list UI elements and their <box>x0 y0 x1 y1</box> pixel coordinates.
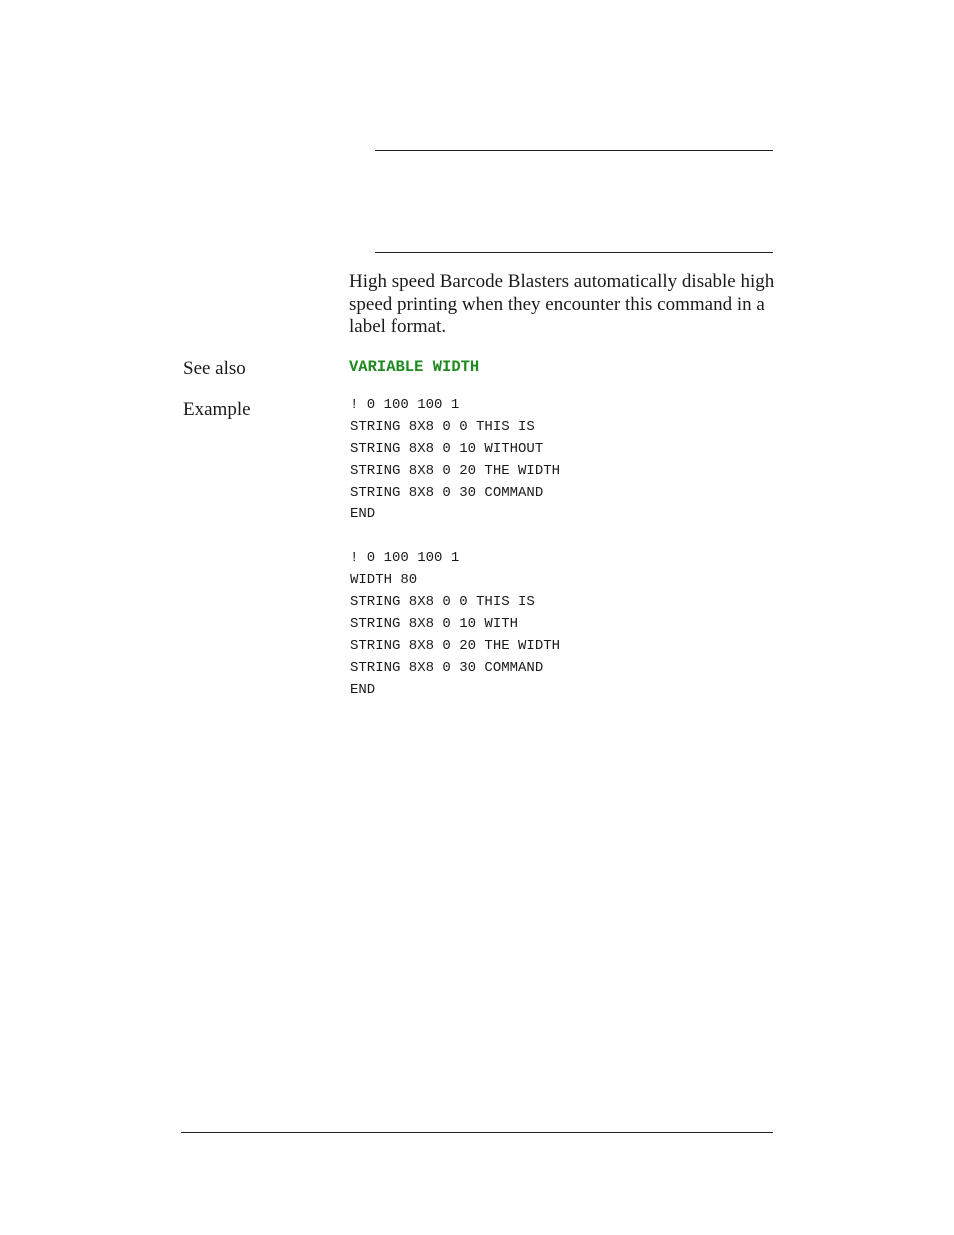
code-line: END <box>350 506 376 523</box>
code-line: STRING 8X8 0 20 THE WIDTH <box>350 462 561 479</box>
top-rule-lower <box>375 252 773 253</box>
see-also-link-variable-width[interactable]: VARIABLE WIDTH <box>349 358 480 376</box>
code-line: STRING 8X8 0 0 THIS IS <box>350 594 535 611</box>
code-line-blank <box>350 526 560 548</box>
code-line: STRING 8X8 0 10 WITH <box>350 615 519 632</box>
top-rule-upper <box>375 150 773 151</box>
see-also-label: See also <box>183 358 246 379</box>
code-line: STRING 8X8 0 10 WITHOUT <box>350 440 544 457</box>
code-line: STRING 8X8 0 20 THE WIDTH <box>350 637 561 654</box>
code-line: STRING 8X8 0 30 COMMAND <box>350 659 544 676</box>
example-label: Example <box>183 399 251 420</box>
footer-rule <box>181 1132 773 1133</box>
code-line: ! 0 100 100 1 <box>350 397 460 413</box>
code-line: END <box>350 681 376 698</box>
code-line: STRING 8X8 0 0 THIS IS <box>350 418 535 435</box>
code-line: STRING 8X8 0 30 COMMAND <box>350 484 544 501</box>
description-paragraph: High speed Barcode Blasters automatically disable high speed printing when they encounter this command in a label format. <box>349 271 775 337</box>
code-line: WIDTH 80 <box>350 572 418 589</box>
example-code-block <box>350 395 560 701</box>
code-line: ! 0 100 100 1 <box>350 550 460 567</box>
